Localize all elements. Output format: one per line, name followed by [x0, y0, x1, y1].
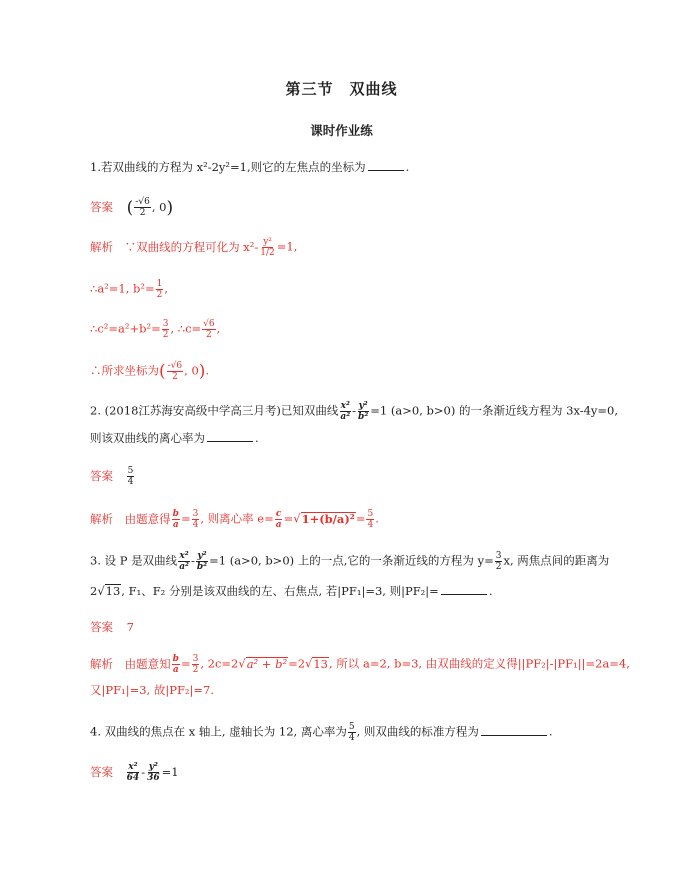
answer-blank [481, 723, 547, 736]
answer-value: $\frac{5}{4}$ [127, 466, 134, 487]
question-3-analysis-line-2: 又|PF₁|=3, 故|PF₂|=7. [90, 683, 215, 697]
question-3-stem-line-2: 2√13, F₁、F₂ 分别是该双曲线的左、右焦点, 若|PF₁|=3, 则|PF₂|= . [90, 584, 493, 598]
section-title: 第三节 双曲线 [285, 80, 398, 98]
question-1-stem: 1.若双曲线的方程为 x²-2y²=1,则它的左焦点的坐标为 . [90, 160, 410, 174]
answer-value: $\frac{\text{x²}}{64}$ - $\frac{\text{y²}}{36}$ =1 [126, 762, 179, 783]
question-3-answer [90, 619, 134, 635]
answer-blank [441, 582, 487, 595]
answer-blank [368, 158, 404, 171]
analysis-label: 解析 [90, 239, 113, 254]
answer-blank [207, 429, 253, 442]
question-3-stem-line-1: 3. 设 P 是双曲线 $\frac{\text{x²}}{\text{a²}}$ - $\frac{\text{y²}}{\text{b²}}$ =1 (a>0, b>0) 上的一点,它的一条渐近线的方程为 y= $\frac{3}{2}$ x, 两焦点间的距离为 [90, 551, 610, 572]
answer-label: 答案 [90, 199, 113, 214]
question-2-answer [90, 466, 135, 487]
section-subtitle: 课时作业练 [310, 123, 373, 138]
question-1-analysis-line-4: ∴所求坐标为( $\frac{-√6}{2}$ , 0). [90, 361, 210, 382]
question-1-analysis-line-1: 解析 ∵双曲线的方程可化为 x²- $\frac{\text{y²}}{1/2}$ =1, [90, 237, 298, 258]
analysis-label: 解析 [90, 656, 113, 671]
question-4-answer [90, 762, 179, 783]
answer-value: ( $\frac{-√6}{2}$ , 0) [126, 197, 174, 218]
question-1-analysis-line-3: ∴c²=a²+b²= $\frac{3}{2}$ , ∴c= $\frac{√6}{2}$ , [90, 319, 221, 340]
question-1-answer [90, 197, 173, 218]
answer-label: 答案 [90, 764, 113, 779]
analysis-label: 解析 [90, 511, 113, 526]
question-2-stem-line-1: 2. (2018江苏海安高级中学高三月考)已知双曲线 $\frac{\text{x²}}{\text{a²}}$ - $\frac{\text{y²}}{\text{b²}}$ =1 (a>0, b>0) 的一条渐近线方程为 3x-4y=0, [90, 401, 619, 422]
answer-label: 答案 [90, 468, 113, 483]
answer-label: 答案 [90, 620, 113, 634]
question-1-analysis-line-2: ∴a²=1, b²= $\frac{1}{2}$ , [90, 279, 169, 300]
question-3-analysis-line-1: 解析 由题意知 $\frac{b}{a}$ = $\frac{3}{2}$ , 2c=2√a² + b²=2√13, 所以 a=2, b=3, 由双曲线的定义得||PF₂|-|PF₁||=2a=4, [90, 654, 630, 675]
question-2-analysis: 解析 由题意得 $\frac{b}{a}$ = $\frac{3}{4}$ , 则离心率 e= $\frac{c}{a}$ =√1+(b/a)²= $\frac{5}{4}$ . [90, 509, 379, 530]
question-4-stem: 4. 双曲线的焦点在 x 轴上, 虚轴长为 12, 离心率为 $\frac{5}{4}$ , 则双曲线的标准方程为 . [90, 722, 553, 743]
question-2-stem-line-2: 则该双曲线的离心率为 . [90, 431, 259, 445]
answer-value: 7 [126, 620, 134, 634]
